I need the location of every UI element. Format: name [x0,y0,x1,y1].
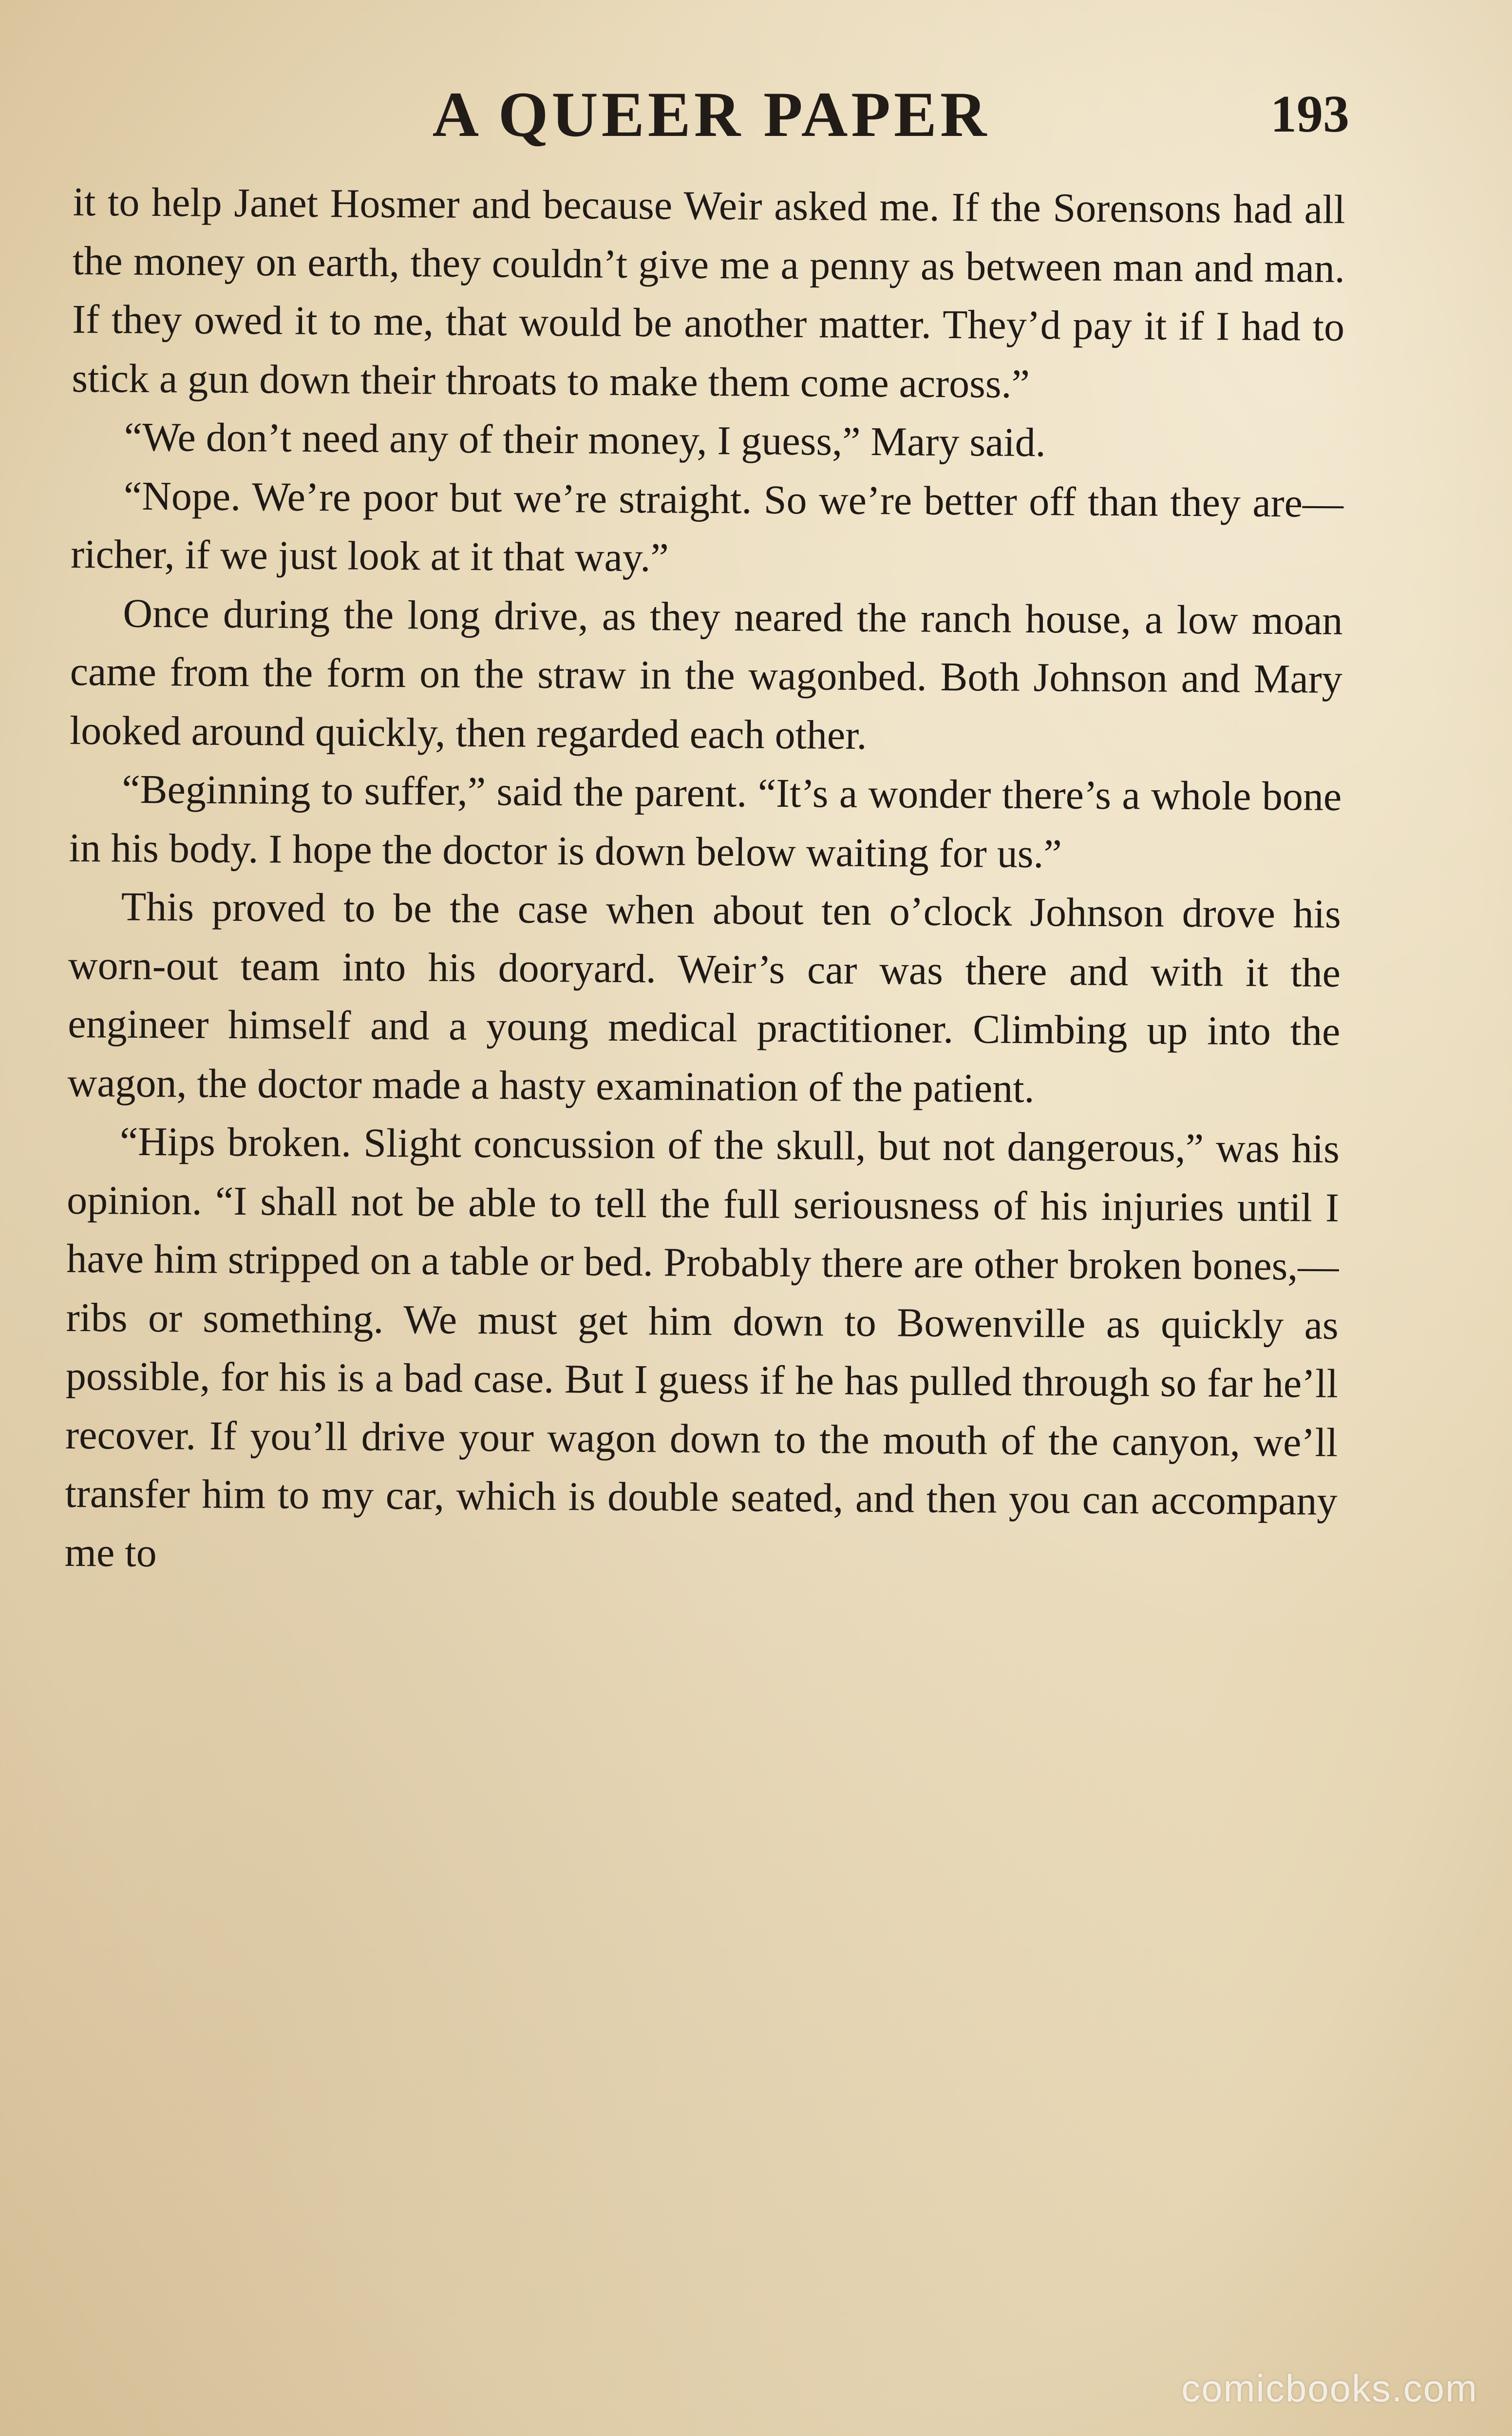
paragraph-continuation: it to help Janet Hosmer and because Weir asked me. If the Sorensons had all the money on earth, they couldn’t give me a penny as between man and man. If they owed it to me, that would be another matter. They’d pay it if I had to stick a gun down their throats to make them come across.” [72,179,1345,407]
page-header [73,73,1349,156]
paragraph: “Beginning to suffer,” said the parent. “It’s a wonder there’s a whole bone in his body. I hope the doctor is down below waiting for us.” [69,766,1342,876]
paragraph: “Nope. We’re poor but we’re straight. So we’re better off than they are—richer, if we just look at it that way.” [70,473,1344,581]
body-text [64,173,1345,1590]
paragraph: “Hips broken. Slight concussion of the skull, but not dangerous,” was his opinion. “I shall not be able to tell the full seriousness of his injuries until I have him stripped on a table or bed. Probably there are other broken bones,—ribs or something. We must get him down to Bowenville as quickly as possible, for his is a bad case. But I guess if he has pulled through so far he’ll recover. If you’ll drive your wagon down to the mouth of the canyon, we’ll transfer him to my car, which is double seated, and then you can accompany me to [64,1119,1340,1576]
paragraph: This proved to be the case when about ten o’clock Johnson drove his worn-out team into his dooryard. Weir’s car was there and with it the engineer himself and a young medical practitioner. Climbing up into the wagon, the doctor made a hasty examination of the patient. [67,884,1342,1111]
running-title: A QUEER PAPER [432,78,990,150]
paragraph: Once during the long drive, as they neared the ranch house, a low moan came from the form on the straw in the wagonbed. Both Johnson and Mary looked around quickly, then regarded each other. [69,590,1343,758]
watermark: comicbooks.com [1181,2367,1478,2410]
paragraph: “We don’t need any of their money, I guess,” Mary said. [124,414,1046,466]
page-number: 193 [1270,85,1349,143]
